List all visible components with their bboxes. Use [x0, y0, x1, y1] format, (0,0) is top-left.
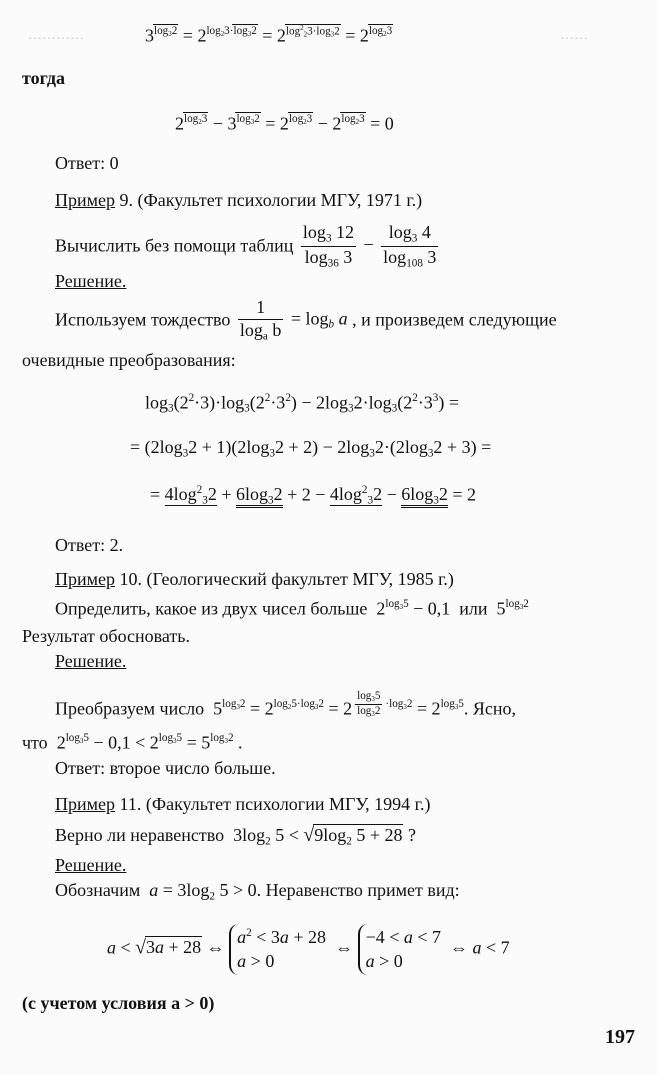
equation-top: $3^{log_32} = 2^{log_23\cdot log_32} = 2^{log^2_23\cdot log_32} = 2^{log_23}$: [145, 25, 393, 46]
faded-text: …………: [28, 28, 84, 43]
example11-denote: Обозначим $a = 3\log_2$ 5 > 0. Неравенство примет вид:: [55, 880, 460, 903]
example10-heading: [55, 569, 454, 591]
example11-number: 11.: [115, 794, 142, 814]
equation-ex9-2: = $(2\log_32 + 1)(2\log_32 + 2) - 2\log_32\cdot(2\log_32 + 3)$ =: [130, 437, 492, 460]
answer-ex10: Ответ: второе число больше.: [55, 758, 276, 778]
equation-difference: $2^{log_23} - 3^{log_32} = 2^{log_23} - 2^{log_23} = 0$: [175, 113, 394, 134]
system-2: −4 < a < 7 a > 0: [358, 924, 441, 975]
transform-clear: . Ясно,: [463, 698, 516, 719]
denote-text: Обозначим: [55, 880, 141, 900]
equation-ex9-3: = $4\log^2_32 + 6\log_32 + 2 - 4\log^2_32 - 6\log_32 = 2$: [150, 484, 476, 507]
example10-task-text: Определить, какое из двух чисел больше: [55, 598, 368, 619]
example11-source: (Факультет психологии МГУ, 1994 г.): [141, 794, 431, 814]
fraction-a: $\frac{\log_3 12}{\log_{36} 3}$: [302, 222, 355, 270]
example10-number: 10.: [115, 569, 143, 589]
example11-label: Пример: [55, 794, 116, 814]
identity-tail2: очевидные преобразования:: [22, 350, 236, 370]
equation-ex11: a < √3a + 28 ⇔ $a^2 < 3a + 28$ a > 0 ⇔ −4 < a < 7 a > 0 ⇔ a < 7: [107, 924, 510, 975]
example11-task-text: Верно ли неравенство: [55, 825, 225, 845]
word-togda: тогда: [22, 68, 65, 88]
example11-solution: Решение.: [55, 855, 127, 875]
identity-intro: Используем тождество: [55, 309, 231, 330]
example10-label: Пример: [55, 569, 116, 589]
example10-source: (Геологический факультет МГУ, 1985 г.): [142, 569, 454, 589]
example10-or: или: [459, 598, 488, 619]
system-1: $a^2 < 3a + 28$ a > 0: [229, 924, 326, 975]
identity-line: Используем тождество $\frac{1}{\log_a b}$ = $\log_b a$ , и произведем следующие: [55, 297, 557, 342]
example10-task2: Результат обосновать.: [22, 626, 190, 646]
example9-task: Вычислить без помощи таблиц $\frac{\log_3 12}{\log_{36} 3}$ − $\frac{\log_3 4}{\log_{108} 3}$: [55, 222, 437, 270]
conclusion-that: что: [22, 732, 48, 753]
example9-label: Пример: [55, 190, 116, 210]
example9-heading: [55, 190, 422, 212]
identity-fraction: $\frac{1}{\log_a b}$: [239, 297, 282, 342]
answer-ex9: Ответ: 2.: [55, 535, 124, 555]
faded-text-right: ……: [560, 28, 588, 43]
example9-task-text: Вычислить без помощи таблиц: [55, 235, 294, 256]
example9-source: (Факультет психологии МГУ, 1971 г.): [133, 190, 423, 210]
example10-solution: Решение.: [55, 651, 127, 671]
example10-transform: Преобразуем число $5^{log_32} = 2^{log_25\cdot log_32} = 2$ $^{\frac{\log_35}{\log_32} \cdot log_32} = 2^{log_35}$. Ясно,: [55, 690, 516, 719]
example11-heading: [55, 794, 431, 816]
page-number: 197: [605, 1026, 635, 1048]
transform-text: Преобразуем число: [55, 698, 205, 719]
example10-task: Определить, какое из двух чисел больше $2^{log_35} - 0,1$ или $5^{log_32}$: [55, 598, 529, 619]
example9-solution: Решение.: [55, 271, 127, 291]
fraction-b: $\frac{\log_3 4}{\log_{108} 3}$: [383, 222, 437, 270]
example11-condition: (с учетом условия a > 0): [22, 993, 215, 1013]
example11-task: Верно ли неравенство $3\log_2$ $5 < √9\log_2$ 5 + 28 ?: [55, 824, 416, 848]
example10-conclusion: что $2^{log_35} - 0,1 < 2^{log_35} = 5^{log_32}$ .: [22, 732, 243, 753]
identity-tail: , и произведем следующие: [352, 309, 557, 330]
example9-number: 9.: [115, 190, 134, 210]
answer-ex8: Ответ: 0: [55, 153, 119, 173]
equation-ex9-1: $\log_3(2^2\cdot 3)\cdot\log_3(2^2\cdot 3^2) - 2\log_32\cdot\log_3(2^2\cdot 3^3)$ =: [145, 392, 460, 415]
denote-tail: . Неравенство примет вид:: [256, 880, 460, 900]
